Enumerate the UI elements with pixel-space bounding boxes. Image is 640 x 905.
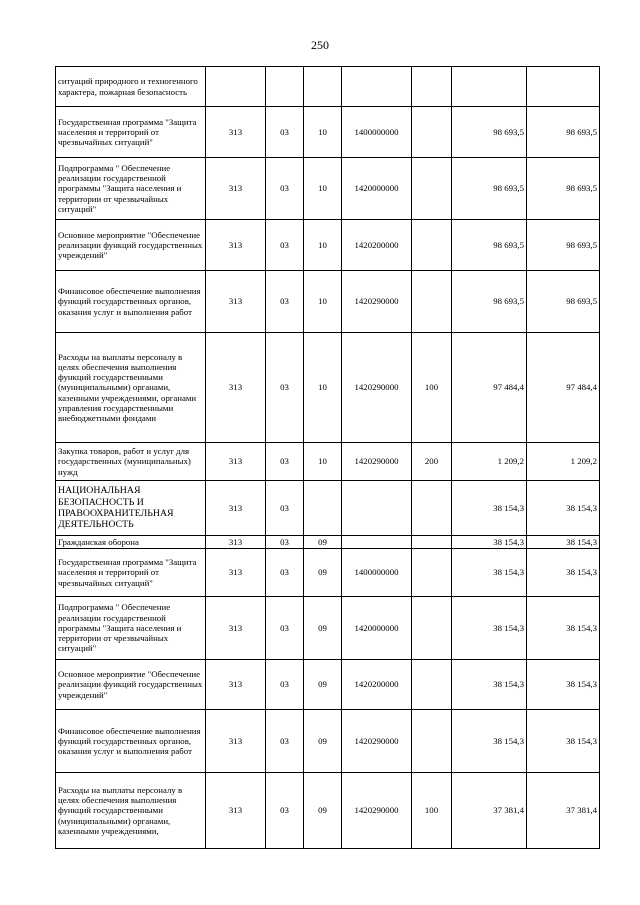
- table-row: [56, 271, 600, 333]
- row-subsection-code-cell: 09: [304, 597, 342, 660]
- table-row: [56, 773, 600, 849]
- row-name-cell: Государственная программа "Защита населения и территорий от чрезвычайных ситуаций": [56, 549, 206, 597]
- budget-table-body: [56, 67, 600, 849]
- row-amount-1-cell: 98 693,5: [452, 271, 527, 333]
- row-amount-2-cell: 37 381,4: [527, 773, 600, 849]
- row-ministry-code-cell: 313: [206, 481, 266, 536]
- row-expense-type-cell: [412, 107, 452, 158]
- page-number: 250: [311, 38, 329, 52]
- row-name-cell: НАЦИОНАЛЬНАЯ БЕЗОПАСНОСТЬ И ПРАВООХРАНИТЕЛЬНАЯ ДЕЯТЕЛЬНОСТЬ: [56, 481, 206, 536]
- table-row: [56, 549, 600, 597]
- row-target-article-cell: 1420290000: [342, 271, 412, 333]
- row-subsection-code-cell: [304, 67, 342, 107]
- row-target-article-cell: 1420290000: [342, 443, 412, 481]
- row-name-cell: Финансовое обеспечение выполнения функций государственных органов, оказания услуг и выполнения работ: [56, 271, 206, 333]
- row-name-cell: Финансовое обеспечение выполнения функций государственных органов, оказания услуг и выполнения работ: [56, 710, 206, 773]
- row-expense-type-cell: 100: [412, 333, 452, 443]
- row-amount-1-cell: 38 154,3: [452, 549, 527, 597]
- row-target-article-cell: [342, 536, 412, 549]
- row-target-article-cell: 1400000000: [342, 107, 412, 158]
- table-row: [56, 67, 600, 107]
- row-name-cell: Государственная программа "Защита населения и территорий от чрезвычайных ситуаций": [56, 107, 206, 158]
- row-subsection-code-cell: [304, 481, 342, 536]
- row-amount-2-cell: 38 154,3: [527, 481, 600, 536]
- row-subsection-code-cell: 10: [304, 158, 342, 220]
- row-section-code-cell: 03: [266, 107, 304, 158]
- row-expense-type-cell: 200: [412, 443, 452, 481]
- row-section-code-cell: 03: [266, 443, 304, 481]
- row-target-article-cell: 1420290000: [342, 773, 412, 849]
- row-section-code-cell: 03: [266, 660, 304, 710]
- row-target-article-cell: [342, 67, 412, 107]
- row-target-article-cell: 1420000000: [342, 158, 412, 220]
- row-section-code-cell: 03: [266, 220, 304, 271]
- row-amount-2-cell: 38 154,3: [527, 597, 600, 660]
- row-name-cell: Подпрограмма " Обеспечение реализации государственной программы "Защита населения и территории от чрезвычайных ситуаций": [56, 597, 206, 660]
- row-target-article-cell: 1420200000: [342, 220, 412, 271]
- table-row: [56, 660, 600, 710]
- row-amount-1-cell: 38 154,3: [452, 710, 527, 773]
- row-target-article-cell: [342, 481, 412, 536]
- table-row: [56, 597, 600, 660]
- row-amount-2-cell: [527, 67, 600, 107]
- table-row: [56, 158, 600, 220]
- table-row: [56, 107, 600, 158]
- row-expense-type-cell: [412, 710, 452, 773]
- row-amount-2-cell: 98 693,5: [527, 158, 600, 220]
- row-expense-type-cell: [412, 660, 452, 710]
- budget-table: [55, 66, 600, 849]
- row-ministry-code-cell: 313: [206, 773, 266, 849]
- row-expense-type-cell: [412, 220, 452, 271]
- row-name-cell: Основное мероприятие "Обеспечение реализации функций государственных учреждений": [56, 660, 206, 710]
- row-section-code-cell: 03: [266, 549, 304, 597]
- row-name-cell: Расходы на выплаты персоналу в целях обеспечения выполнения функций государственными (муниципальными) органами, казенными учреждениями, органами управления государственными внебюджетными фондами: [56, 333, 206, 443]
- row-amount-2-cell: 38 154,3: [527, 536, 600, 549]
- row-amount-1-cell: 98 693,5: [452, 107, 527, 158]
- table-row: [56, 710, 600, 773]
- row-amount-1-cell: 38 154,3: [452, 536, 527, 549]
- table-row: [56, 333, 600, 443]
- row-amount-2-cell: 38 154,3: [527, 660, 600, 710]
- row-target-article-cell: 1420290000: [342, 333, 412, 443]
- row-expense-type-cell: [412, 597, 452, 660]
- row-amount-2-cell: 98 693,5: [527, 107, 600, 158]
- row-name-cell: ситуаций природного и техногенного характера, пожарная безопасность: [56, 67, 206, 107]
- row-subsection-code-cell: 10: [304, 107, 342, 158]
- row-expense-type-cell: [412, 67, 452, 107]
- row-target-article-cell: 1420290000: [342, 710, 412, 773]
- row-subsection-code-cell: 10: [304, 271, 342, 333]
- row-section-code-cell: 03: [266, 773, 304, 849]
- row-amount-1-cell: 37 381,4: [452, 773, 527, 849]
- table-row: [56, 220, 600, 271]
- row-ministry-code-cell: 313: [206, 271, 266, 333]
- row-amount-1-cell: 38 154,3: [452, 660, 527, 710]
- row-ministry-code-cell: 313: [206, 220, 266, 271]
- row-expense-type-cell: [412, 271, 452, 333]
- row-amount-2-cell: 38 154,3: [527, 710, 600, 773]
- row-subsection-code-cell: 09: [304, 710, 342, 773]
- row-amount-1-cell: 38 154,3: [452, 597, 527, 660]
- row-name-cell: Подпрограмма " Обеспечение реализации государственной программы "Защита населения и территории от чрезвычайных ситуаций": [56, 158, 206, 220]
- row-expense-type-cell: 100: [412, 773, 452, 849]
- row-target-article-cell: 1420000000: [342, 597, 412, 660]
- table-row: [56, 536, 600, 549]
- row-section-code-cell: 03: [266, 481, 304, 536]
- row-amount-2-cell: 38 154,3: [527, 549, 600, 597]
- row-name-cell: Гражданская оборона: [56, 536, 206, 549]
- row-amount-1-cell: [452, 67, 527, 107]
- row-section-code-cell: 03: [266, 333, 304, 443]
- row-amount-1-cell: 98 693,5: [452, 220, 527, 271]
- row-subsection-code-cell: 09: [304, 536, 342, 549]
- row-ministry-code-cell: 313: [206, 660, 266, 710]
- row-amount-2-cell: 1 209,2: [527, 443, 600, 481]
- row-section-code-cell: 03: [266, 158, 304, 220]
- row-amount-1-cell: 97 484,4: [452, 333, 527, 443]
- row-ministry-code-cell: 313: [206, 443, 266, 481]
- row-ministry-code-cell: 313: [206, 710, 266, 773]
- row-subsection-code-cell: 10: [304, 443, 342, 481]
- row-amount-2-cell: 98 693,5: [527, 220, 600, 271]
- row-subsection-code-cell: 09: [304, 660, 342, 710]
- row-amount-1-cell: 1 209,2: [452, 443, 527, 481]
- row-name-cell: Закупка товаров, работ и услуг для государственных (муниципальных) нужд: [56, 443, 206, 481]
- row-section-code-cell: 03: [266, 597, 304, 660]
- row-ministry-code-cell: 313: [206, 549, 266, 597]
- table-row: [56, 443, 600, 481]
- row-subsection-code-cell: 10: [304, 333, 342, 443]
- row-ministry-code-cell: 313: [206, 158, 266, 220]
- row-expense-type-cell: [412, 549, 452, 597]
- row-ministry-code-cell: [206, 67, 266, 107]
- row-amount-2-cell: 97 484,4: [527, 333, 600, 443]
- row-name-cell: Основное мероприятие "Обеспечение реализации функций государственных учреждений": [56, 220, 206, 271]
- row-subsection-code-cell: 09: [304, 549, 342, 597]
- row-expense-type-cell: [412, 158, 452, 220]
- row-section-code-cell: 03: [266, 536, 304, 549]
- row-amount-2-cell: 98 693,5: [527, 271, 600, 333]
- row-name-cell: Расходы на выплаты персоналу в целях обеспечения выполнения функций государственными (муниципальными) органами, казенными учреждениями,: [56, 773, 206, 849]
- row-ministry-code-cell: 313: [206, 107, 266, 158]
- row-ministry-code-cell: 313: [206, 333, 266, 443]
- row-ministry-code-cell: 313: [206, 536, 266, 549]
- row-amount-1-cell: 38 154,3: [452, 481, 527, 536]
- row-subsection-code-cell: 09: [304, 773, 342, 849]
- row-section-code-cell: 03: [266, 271, 304, 333]
- row-section-code-cell: 03: [266, 710, 304, 773]
- row-section-code-cell: [266, 67, 304, 107]
- row-target-article-cell: 1420200000: [342, 660, 412, 710]
- row-expense-type-cell: [412, 481, 452, 536]
- row-expense-type-cell: [412, 536, 452, 549]
- row-subsection-code-cell: 10: [304, 220, 342, 271]
- table-row: [56, 481, 600, 536]
- row-ministry-code-cell: 313: [206, 597, 266, 660]
- row-amount-1-cell: 98 693,5: [452, 158, 527, 220]
- row-target-article-cell: 1400000000: [342, 549, 412, 597]
